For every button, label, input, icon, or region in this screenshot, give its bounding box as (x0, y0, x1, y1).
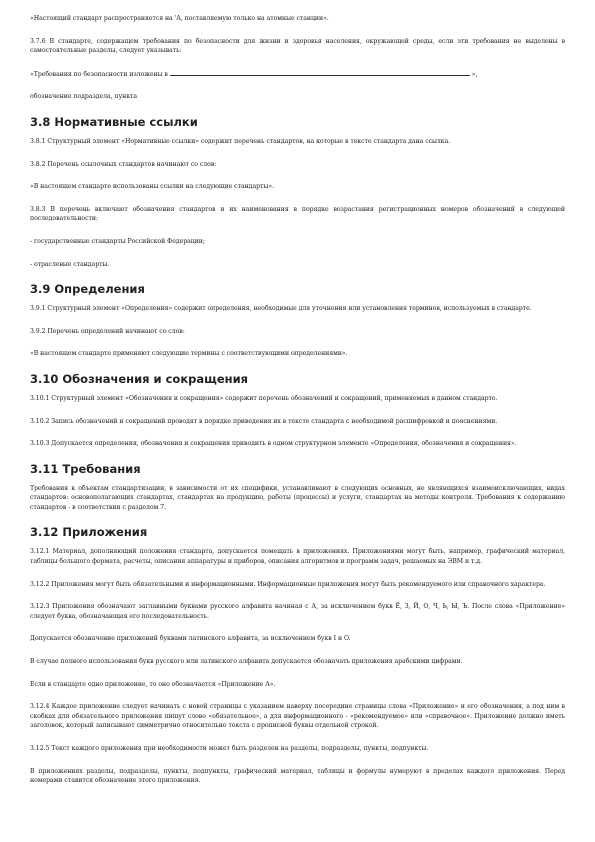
body-paragraph: 3.10.1 Структурный элемент «Обозначения и сокращения» содержит перечень обозначений и сокращений, применяемых в данном стандарте. (30, 394, 498, 402)
section-heading: 3.11 Требования (30, 461, 141, 476)
body-paragraph: «В настоящем стандарте использованы ссылки на следующие стандарты». (30, 183, 274, 191)
body-paragraph: 3.12.2 Приложения могут быть обязательными и информационными. Информационные приложения могут быть рекомендуемого или справочного характера. (30, 580, 546, 588)
body-paragraph: Требования к объектам стандартизации, в зависимости от их специфики, устанавливают в следующих основных, не являющихся взаимоисключающих, видах стандартов: основополагающих стандартах, стандартах на продукцию, работы (процессы) и услуги, стандартах на методы контроля. Требования к содержанию стандартов - в соответствии с разделом 7. (30, 484, 565, 511)
body-paragraph: 3.12.5 Текст каждого приложения при необходимости может быть разделен на разделы, подразделы, пункты, подпункты. (30, 745, 429, 752)
body-paragraph: 3.8.2 Перечень ссылочных стандартов начинают со слов: (30, 160, 217, 168)
body-paragraph: обозначение подраздела, пункта (30, 93, 138, 101)
section-heading: 3.9 Определения (30, 282, 145, 297)
body-paragraph: «Настоящий стандарт распространяется на 'А, поставляемую только на атомные станции». (30, 15, 329, 22)
section-heading: 3.12 Приложения (30, 525, 148, 540)
body-paragraph: 3.8.1 Структурный элемент «Нормативные ссылки» содержит перечень стандартов, на которые в тексте стандарта дана ссылка. (30, 137, 451, 145)
fill-in-line-closing: », (471, 70, 478, 78)
blank-underline (170, 69, 470, 76)
body-paragraph: 3.9.1 Структурный элемент «Определения» содержит определения, необходимые для уточнения или установления терминов, используемых в стандарте. (30, 305, 532, 313)
body-paragraph: 3.8.3 В перечень включают обозначения стандартов и их наименования в порядке возрастания регистрационных номеров обозначений в следующей последовательности: (30, 205, 565, 223)
body-paragraph: 3.9.2 Перечень определений начинают со слов: (30, 327, 185, 335)
fill-in-line-text: «Требования по безопасности изложены в (30, 70, 168, 78)
body-paragraph: 3.10.3 Допускается определения, обозначения и сокращения приводить в одном структурном элементе «Определения, обозначения и сокращения». (30, 440, 517, 448)
body-paragraph: Если в стандарте одно приложение, то оно обозначается «Приложение А». (30, 680, 276, 688)
section-heading: 3.8 Нормативные ссылки (30, 114, 198, 129)
body-paragraph: 3.12.4 Каждое приложение следует начинать с новой страницы с указанием наверху посередине страницы слова «Приложение» и его обозначения, а под ним в скобках для обязательного приложения пишут слово «обязательное», а для информационного - «рекомендуемое» или «справочное». Приложение должно иметь заголовок, который записывают симметрично относительно текста с прописной буквы отдельной строкой. (30, 703, 565, 730)
section-heading: 3.10 Обозначения и сокращения (30, 371, 249, 386)
body-paragraph: 3.12.1 Материал, дополняющий положения стандарта, допускается помещать в приложениях. Приложениями могут быть, например, графический материал, таблицы большого формата, расчеты, описания аппаратуры и приборов, описания алгоритмов и программ задач, решаемых на ЭВМ и т.д. (30, 548, 565, 566)
document-page (30, 14, 565, 799)
fill-in-line-paragraph (30, 69, 565, 80)
body-paragraph: 3.7.6 В стандарте, содержащем требования по безопасности для жизни и здоровья населения, окружающей среды, если эти требования не выделены в самостоятельные разделы, следует указывать: (30, 37, 565, 55)
body-paragraph: Допускается обозначение приложений буквами латинского алфавита, за исключением букв I и O. (30, 635, 351, 643)
body-paragraph: В приложениях разделы, подразделы, пункты, подпункты, графический материал, таблицы и формулы нумеруют в пределах каждого приложения. Перед номерами ставится обозначение этого приложения. (30, 767, 565, 785)
body-paragraph: «В настоящем стандарте применяют следующие термины с соответствующими определениями». (30, 350, 348, 358)
body-paragraph: В случае полного использования букв русского или латинского алфавита допускается обозначать приложения арабскими цифрами. (30, 658, 463, 666)
body-paragraph: 3.10.2 Запись обозначений и сокращений проводят в порядке приведения их в тексте стандарта с необходимой расшифровкой и пояснениями. (30, 417, 498, 425)
body-paragraph: 3.12.3 Приложения обозначают заглавными буквами русского алфавита начиная с А, за исключением букв Ё, З, Й, О, Ч, Ь, Ы, Ъ. После слова «Приложение» следует буква, обозначающая его последовательность. (30, 603, 565, 620)
body-paragraph: - государственные стандарты Российской Федерации; (30, 237, 205, 245)
body-paragraph: - отраслевые стандарты. (30, 260, 110, 268)
